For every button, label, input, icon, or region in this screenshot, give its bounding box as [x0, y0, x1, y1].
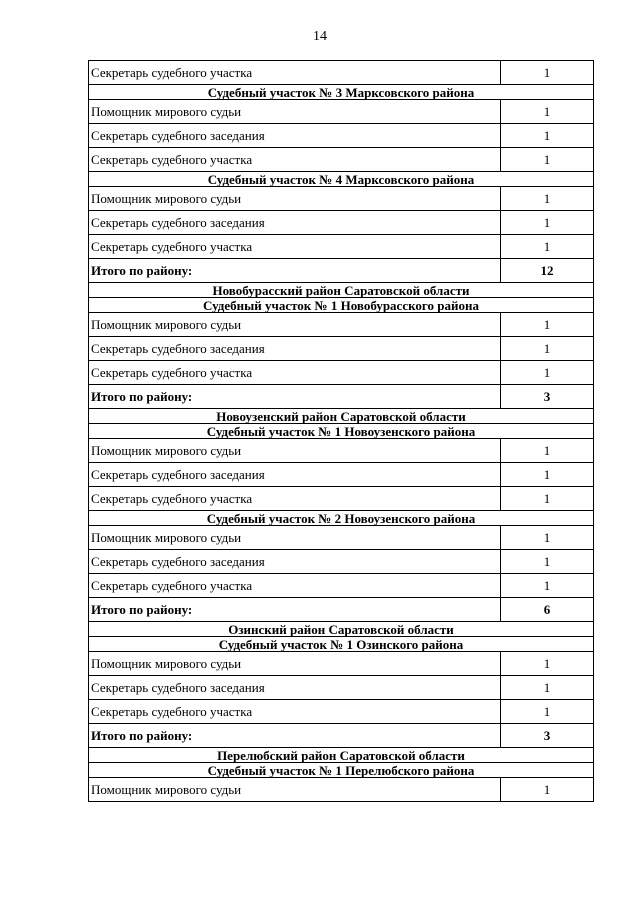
position-label: Секретарь судебного участка: [89, 487, 501, 511]
position-label: Помощник мирового судьи: [89, 526, 501, 550]
position-count: 1: [501, 361, 594, 385]
position-label: Секретарь судебного участка: [89, 148, 501, 172]
district-total-row: [89, 259, 594, 283]
page-number: 14: [313, 29, 327, 44]
section-header-row: [89, 172, 594, 187]
section-header-row: [89, 622, 594, 637]
section-header: Судебный участок № 4 Марксовского района: [89, 172, 594, 187]
total-label: Итого по району:: [89, 385, 501, 409]
position-row: [89, 211, 594, 235]
position-row: [89, 574, 594, 598]
position-label: Секретарь судебного заседания: [89, 550, 501, 574]
section-header: Новоузенский район Саратовской области: [89, 409, 594, 424]
district-total-row: [89, 598, 594, 622]
position-row: [89, 313, 594, 337]
total-value: 3: [501, 385, 594, 409]
district-total-row: [89, 724, 594, 748]
position-row: [89, 463, 594, 487]
position-row: [89, 361, 594, 385]
position-label: Секретарь судебного участка: [89, 61, 501, 85]
district-total-row: [89, 385, 594, 409]
position-count: 1: [501, 211, 594, 235]
section-header-row: [89, 424, 594, 439]
position-count: 1: [501, 676, 594, 700]
position-count: 1: [501, 439, 594, 463]
position-row: [89, 526, 594, 550]
position-count: 1: [501, 487, 594, 511]
position-count: 1: [501, 550, 594, 574]
position-label: Помощник мирового судьи: [89, 100, 501, 124]
position-row: [89, 235, 594, 259]
section-header-row: [89, 763, 594, 778]
position-label: Помощник мирового судьи: [89, 652, 501, 676]
position-row: [89, 778, 594, 802]
position-count: 1: [501, 187, 594, 211]
total-label: Итого по району:: [89, 598, 501, 622]
total-label: Итого по району:: [89, 724, 501, 748]
position-row: [89, 124, 594, 148]
position-label: Помощник мирового судьи: [89, 439, 501, 463]
position-row: [89, 187, 594, 211]
section-header-row: [89, 409, 594, 424]
position-label: Секретарь судебного заседания: [89, 211, 501, 235]
section-header: Судебный участок № 1 Новобурасского района: [89, 298, 594, 313]
section-header: Перелюбский район Саратовской области: [89, 748, 594, 763]
position-label: Помощник мирового судьи: [89, 313, 501, 337]
section-header: Новобурасский район Саратовской области: [89, 283, 594, 298]
position-label: Помощник мирового судьи: [89, 187, 501, 211]
section-header-row: [89, 85, 594, 100]
position-count: 1: [501, 148, 594, 172]
section-header-row: [89, 637, 594, 652]
position-row: [89, 439, 594, 463]
staff-table-body: [89, 61, 594, 802]
section-header: Судебный участок № 2 Новоузенского района: [89, 511, 594, 526]
section-header: Судебный участок № 1 Перелюбского района: [89, 763, 594, 778]
position-row: [89, 337, 594, 361]
position-label: Секретарь судебного участка: [89, 361, 501, 385]
position-row: [89, 100, 594, 124]
position-label: Секретарь судебного заседания: [89, 337, 501, 361]
section-header-row: [89, 511, 594, 526]
position-label: Секретарь судебного участка: [89, 235, 501, 259]
section-header: Судебный участок № 1 Новоузенского района: [89, 424, 594, 439]
position-label: Помощник мирового судьи: [89, 778, 501, 802]
position-count: 1: [501, 337, 594, 361]
position-row: [89, 676, 594, 700]
total-value: 3: [501, 724, 594, 748]
staff-table: [88, 60, 594, 802]
position-row: [89, 550, 594, 574]
position-label: Секретарь судебного участка: [89, 700, 501, 724]
position-count: 1: [501, 652, 594, 676]
position-row: [89, 652, 594, 676]
section-header-row: [89, 748, 594, 763]
section-header: Судебный участок № 3 Марксовского района: [89, 85, 594, 100]
total-value: 12: [501, 259, 594, 283]
position-count: 1: [501, 313, 594, 337]
total-label: Итого по району:: [89, 259, 501, 283]
position-count: 1: [501, 700, 594, 724]
position-label: Секретарь судебного участка: [89, 574, 501, 598]
position-row: [89, 487, 594, 511]
section-header: Озинский район Саратовской области: [89, 622, 594, 637]
position-row: [89, 61, 594, 85]
position-count: 1: [501, 235, 594, 259]
position-count: 1: [501, 526, 594, 550]
position-row: [89, 700, 594, 724]
position-count: 1: [501, 574, 594, 598]
position-count: 1: [501, 61, 594, 85]
position-count: 1: [501, 463, 594, 487]
section-header: Судебный участок № 1 Озинского района: [89, 637, 594, 652]
position-label: Секретарь судебного заседания: [89, 676, 501, 700]
section-header-row: [89, 298, 594, 313]
position-label: Секретарь судебного заседания: [89, 124, 501, 148]
total-value: 6: [501, 598, 594, 622]
position-count: 1: [501, 124, 594, 148]
position-label: Секретарь судебного заседания: [89, 463, 501, 487]
section-header-row: [89, 283, 594, 298]
position-count: 1: [501, 778, 594, 802]
position-row: [89, 148, 594, 172]
position-count: 1: [501, 100, 594, 124]
